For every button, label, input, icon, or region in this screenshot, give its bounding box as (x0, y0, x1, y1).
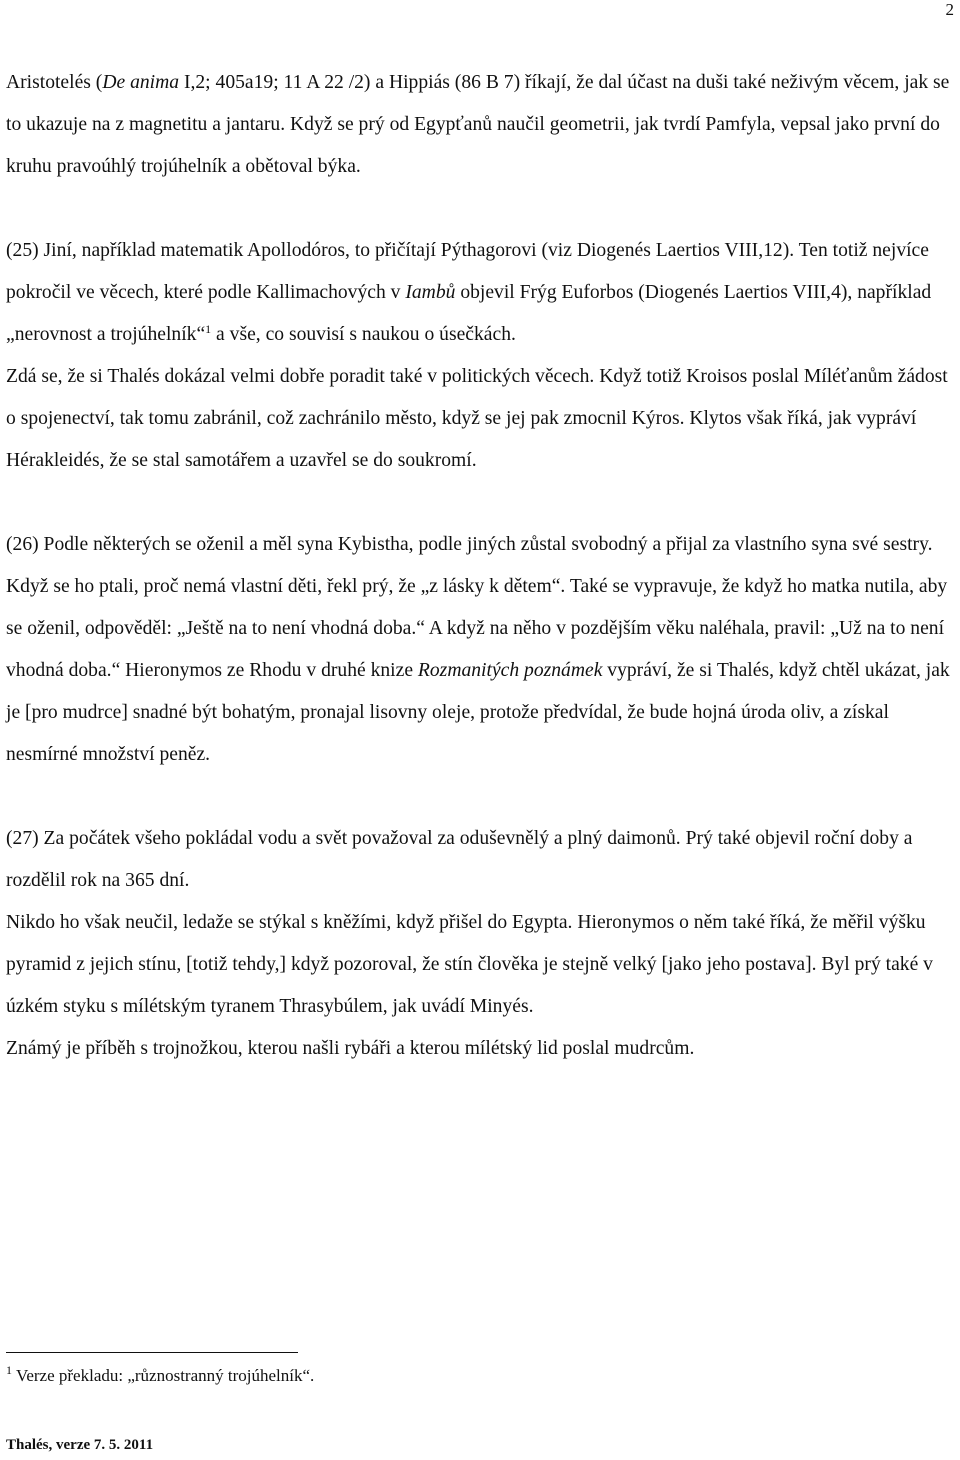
page-footer: Thalés, verze 7. 5. 2011 (6, 1437, 154, 1453)
text-run: Známý je příběh s trojnožkou, kterou našli rybáři a kterou mílétský lid poslal mudrcům. (6, 1038, 695, 1059)
paragraph-intro (6, 62, 954, 188)
paragraph-thales-politics (6, 356, 954, 482)
italic-title: Rozmanitých poznámek (417, 660, 603, 681)
page-number: 2 (945, 0, 954, 19)
footnote-divider (6, 1352, 298, 1353)
text-run: (26) Podle některých se oženil a měl syna Kybistha, podle jiných zůstal svobodný a přijal za vlastního syna své sestry. Když se ho ptali, proč nemá vlastní děti, řekl prý, že „z lásky k dětem“. Také se vypravuje, že když ho matka nutila, aby se oženil, odpověděl: „Ještě na to není vhodná doba.“ A když na něho v pozdějším věku naléhala, pravil: „Už na to není vhodná doba.“ Hieronymos ze Rhodu v druhé knize (6, 534, 948, 681)
footnote-reference: 1 (205, 322, 212, 336)
paragraph-sec27 (6, 818, 954, 902)
paragraph-gap (6, 776, 954, 818)
paragraph-egypt (6, 902, 954, 1028)
text-run: vypráví, že si Thalés, když chtěl ukázat, jak je [pro mudrce] snadné být bohatým, pronajal lisovny oleje, protože předvídal, že bude hojná úroda oliv, a získal nesmírné množství peněz. (6, 660, 950, 765)
text-run: objevil Frýg Euforbos (Diogenés Laertios VIII,4), například „nerovnost a trojúhelník“ (6, 282, 932, 345)
paragraph-gap (6, 482, 954, 524)
text-run: (27) Za počátek všeho pokládal vodu a svět považoval za oduševnělý a plný daimonů. Prý také objevil roční doby a rozdělil rok na 365 dní. (6, 828, 913, 891)
paragraph-sec25 (6, 230, 954, 356)
text-run: a vše, co souvisí s naukou o úsečkách. (211, 324, 516, 345)
paragraph-tripod (6, 1028, 954, 1070)
paragraph-gap (6, 188, 954, 230)
text-run: Zdá se, že si Thalés dokázal velmi dobře poradit také v politických věcech. Když totiž Kroisos poslal Míléťanům žádost o spojenectví, tak tomu zabránil, což zachránilo město, když se jej pak zmocnil Kýros. Klytos však říká, jak vypráví Hérakleidés, že se stal samotářem a uzavřel se do soukromí. (6, 366, 948, 471)
paragraph-sec26 (6, 524, 954, 776)
text-run: (25) Jiní, například matematik Apollodóros, to přičítají Pýthagorovi (viz Diogenés Laertios VIII,12). Ten totiž nejvíce pokročil ve věcech, které podle Kallimachových v (6, 240, 929, 303)
text-run: Nikdo ho však neučil, ledaže se stýkal s kněžími, když přišel do Egypta. Hieronymos o něm také říká, že měřil výšku pyramid z jejich stínu, [totiž tehdy,] když pozoroval, že stín člověka je stejně velký [jako jeho postava]. Byl prý také v úzkém styku s mílétským tyranem Thrasybúlem, jak uvádí Minyés. (6, 912, 933, 1017)
footnote-number: 1 (6, 1363, 12, 1377)
italic-title: Iambů (405, 282, 456, 303)
italic-title: De anima (102, 72, 180, 93)
text-run: I,2; 405a19; 11 A 22 /2) a Hippiás (86 B 7) říkají, že dal účast na duši také neživým věcem, jak se to ukazuje na z magnetitu a jantaru. Když se prý od Egypťanů naučil geometrii, jak tvrdí Pamfyla, vepsal jako první do kruhu pravoúhlý trojúhelník a obětoval býka. (6, 72, 950, 177)
document-body (6, 62, 954, 1070)
footnote (6, 1364, 314, 1388)
text-run: Aristotelés ( (6, 72, 103, 93)
footnote-text: Verze překladu: „různostranný trojúhelník“. (12, 1366, 315, 1385)
